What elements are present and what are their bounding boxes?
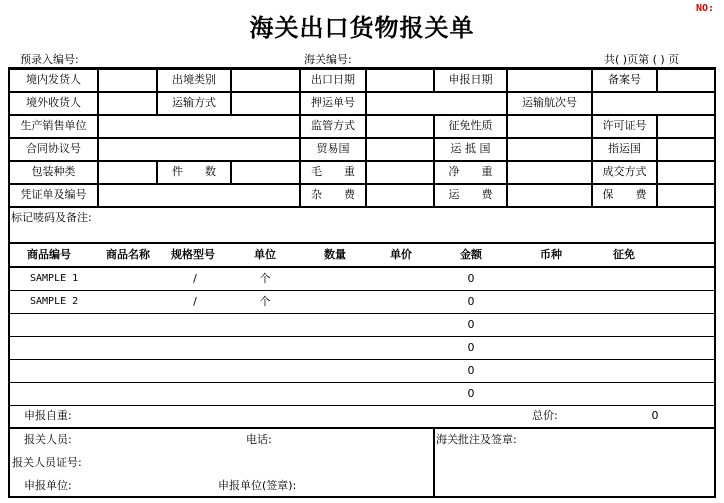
declaring-unit-seal-label: 申报单位(签章): (218, 479, 297, 492)
total-price-value: 0 (651, 409, 659, 422)
field-package-type[interactable] (99, 161, 156, 183)
label-voyage-number: 运输航次号 (522, 96, 577, 109)
cell-spec-model: / (193, 295, 197, 308)
label-package-type: 包装种类 (31, 165, 76, 178)
self-weight-label: 申报自重: (24, 409, 72, 422)
label-license-number: 许可证号 (602, 119, 647, 132)
phone-label: 电话: (246, 433, 272, 446)
field-final-destination[interactable] (658, 138, 714, 160)
label-misc-fees: 杂 费 (311, 188, 355, 201)
col-header-unit-price: 单价 (390, 248, 412, 261)
label-exemption-nature: 征免性质 (448, 119, 493, 132)
label-document-number: 凭证单及编号 (20, 188, 87, 201)
label-insurance: 保 费 (602, 188, 647, 201)
row-divider (8, 382, 716, 383)
field-export-date[interactable] (367, 69, 433, 91)
field-declaration-date[interactable] (508, 69, 591, 91)
cell-unit: 个 (259, 295, 271, 308)
col-header-currency: 币种 (540, 248, 562, 261)
cell-amount: 0 (467, 364, 475, 377)
field-producer-seller[interactable] (99, 115, 299, 137)
field-escort-bill-number[interactable] (367, 92, 506, 114)
field-voyage-number[interactable] (593, 92, 714, 114)
field-piece-count[interactable] (232, 161, 299, 183)
field-record-number[interactable] (658, 69, 714, 91)
cell-product-code: SAMPLE 2 (30, 296, 79, 307)
label-escort-bill-number: 押运单号 (311, 96, 355, 109)
label-trading-country: 贸易国 (316, 142, 350, 155)
cell-amount: 0 (467, 318, 475, 331)
col-header-product-code: 商品编号 (27, 248, 71, 261)
field-domestic-consignor[interactable] (99, 69, 156, 91)
total-price-label: 总价: (532, 409, 558, 422)
declarant-label: 报关人员: (24, 433, 72, 446)
cell-amount: 0 (467, 387, 475, 400)
items-header-divider (8, 266, 716, 268)
field-freight[interactable] (508, 184, 591, 206)
label-exit-category: 出境类别 (172, 73, 216, 86)
field-misc-fees[interactable] (367, 184, 433, 206)
field-supervision-mode[interactable] (367, 115, 433, 137)
field-net-weight[interactable] (508, 161, 591, 183)
label-contract-number: 合同协议号 (26, 142, 81, 155)
field-destination-country[interactable] (508, 138, 591, 160)
label-supervision-mode: 监管方式 (311, 119, 355, 132)
label-record-number: 备案号 (608, 73, 641, 86)
label-net-weight: 净 重 (448, 165, 493, 178)
footer-divider (433, 428, 435, 498)
field-license-number[interactable] (658, 115, 714, 137)
field-insurance[interactable] (658, 184, 714, 206)
label-gross-weight: 毛 重 (311, 165, 355, 178)
field-trading-country[interactable] (367, 138, 433, 160)
declaring-unit-label: 申报单位: (24, 479, 72, 492)
remarks-field[interactable] (10, 224, 714, 242)
label-final-destination: 指运国 (608, 142, 641, 155)
label-piece-count: 件 数 (172, 165, 216, 178)
col-header-product-name: 商品名称 (106, 248, 150, 261)
pre-entry-number-label: 预录入编号: (20, 53, 79, 66)
customs-number-label: 海关编号: (304, 53, 352, 66)
row-divider (8, 290, 716, 291)
row-divider (8, 313, 716, 314)
customs-approval-label: 海关批注及签章: (436, 433, 517, 446)
field-transaction-mode[interactable] (658, 161, 714, 183)
col-header-amount: 金额 (460, 248, 482, 261)
label-domestic-consignor: 境内发货人 (26, 73, 81, 86)
cell-spec-model: / (193, 272, 197, 285)
cell-amount: 0 (467, 272, 475, 285)
row-divider (8, 336, 716, 337)
label-transaction-mode: 成交方式 (602, 165, 647, 178)
label-transport-mode: 运输方式 (172, 96, 216, 109)
field-transport-mode[interactable] (232, 92, 299, 114)
cell-product-code: SAMPLE 1 (30, 273, 79, 284)
declarant-id-label: 报关人员证号: (12, 456, 82, 469)
label-producer-seller: 生产销售单位 (20, 119, 87, 132)
label-declaration-date: 申报日期 (448, 73, 493, 86)
field-exit-category[interactable] (232, 69, 299, 91)
col-header-spec-model: 规格型号 (171, 248, 215, 261)
field-document-number[interactable] (99, 184, 299, 206)
row-divider (8, 359, 716, 360)
cell-unit: 个 (259, 272, 271, 285)
cell-amount: 0 (467, 341, 475, 354)
field-exemption-nature[interactable] (508, 115, 591, 137)
cell-amount: 0 (467, 295, 475, 308)
remarks-label: 标记唛码及备注: (11, 211, 92, 224)
field-gross-weight[interactable] (367, 161, 433, 183)
field-contract-number[interactable] (99, 138, 299, 160)
col-header-unit: 单位 (254, 248, 276, 261)
form-number-label: NO: (695, 3, 714, 14)
label-export-date: 出口日期 (311, 73, 355, 86)
right-border (714, 68, 716, 498)
field-overseas-consignee[interactable] (99, 92, 156, 114)
page-count-label: 共( )页第 ( ) 页 (604, 53, 680, 66)
label-freight: 运 费 (448, 188, 493, 201)
col-header-quantity: 数量 (324, 248, 346, 261)
label-overseas-consignee: 境外收货人 (26, 96, 81, 109)
page-title: 海关出口货物报关单 (249, 13, 475, 42)
label-destination-country: 运 抵 国 (450, 142, 491, 155)
col-header-exemption: 征免 (613, 248, 635, 261)
